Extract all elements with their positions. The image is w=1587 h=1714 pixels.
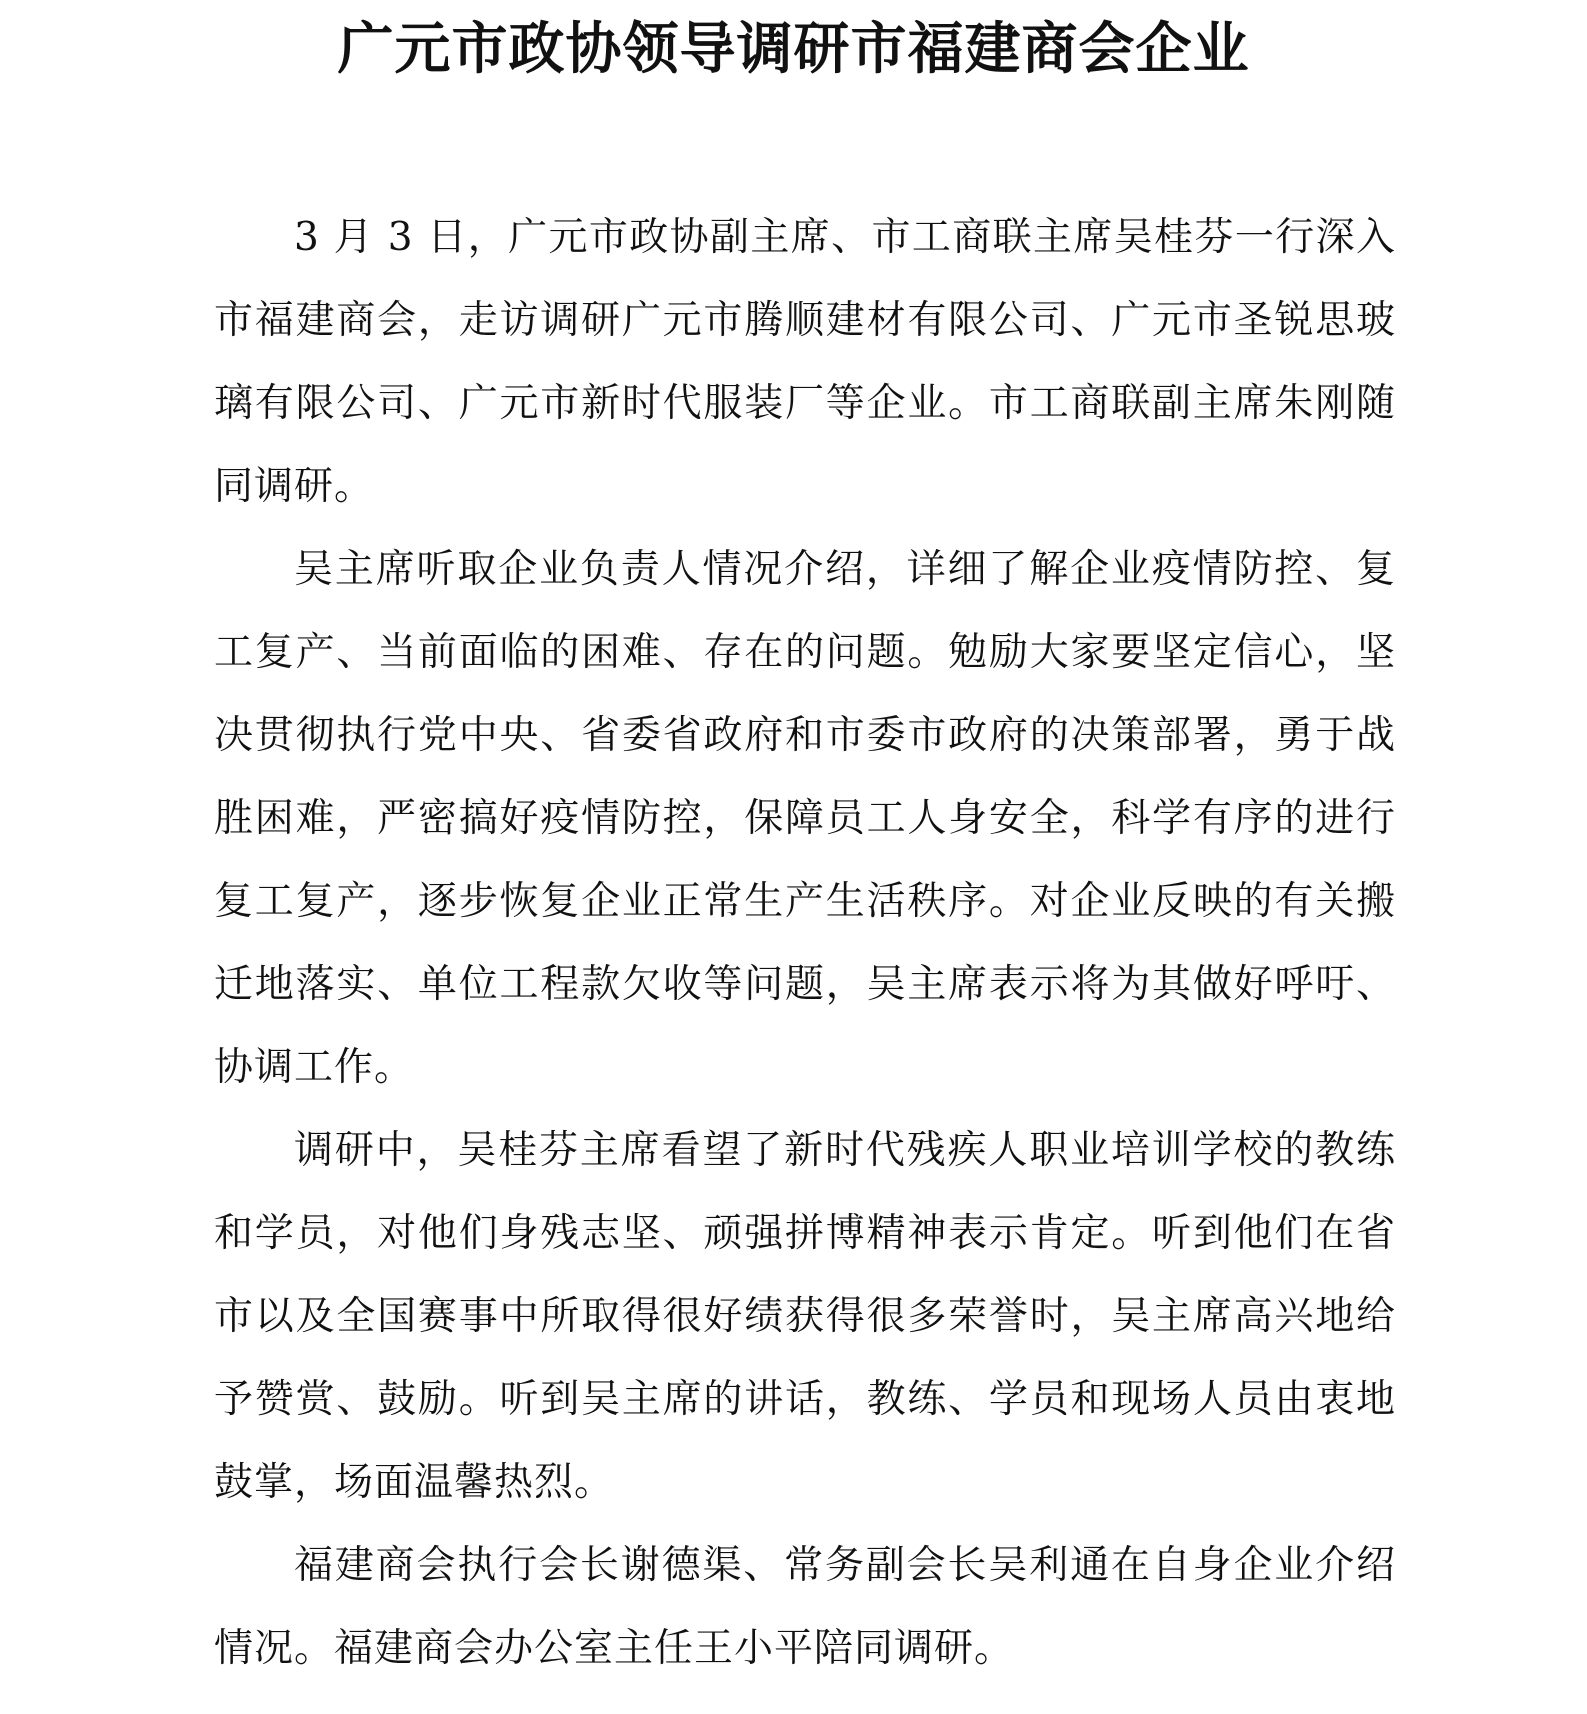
paragraph-1: 3 月 3 日，广元市政协副主席、市工商联主席吴桂芬一行深入市福建商会，走访调研广元市腾顺建材有限公司、广元市圣锐思玻璃有限公司、广元市新时代服装厂等企业。市工商联副主席朱刚随同调研。 (214, 215, 1396, 509)
document-title: 广元市政协领导调研市福建商会企业 (337, 16, 1250, 82)
paragraph-3: 调研中，吴桂芬主席看望了新时代残疾人职业培训学校的教练和学员，对他们身残志坚、顽强拼博精神表示肯定。听到他们在省市以及全国赛事中所取得很好绩获得很多荣誉时，吴主席高兴地给予赞赏、鼓励。听到吴主席的讲话，教练、学员和现场人员由衷地鼓掌，场面温馨热烈。 (214, 1128, 1396, 1505)
paragraph-4: 福建商会执行会长谢德渠、常务副会长吴利通在自身企业介绍情况。福建商会办公室主任王小平陪同调研。 (214, 1543, 1396, 1671)
paragraph-2: 吴主席听取企业负责人情况介绍，详细了解企业疫情防控、复工复产、当前面临的困难、存在的问题。勉励大家要坚定信心，坚决贯彻执行党中央、省委省政府和市委市政府的决策部署，勇于战胜困难，严密搞好疫情防控，保障员工人身安全，科学有序的进行复工复产，逐步恢复企业正常生产生活秩序。对企业反映的有关搬迁地落实、单位工程款欠收等问题，吴主席表示将为其做好呼吁、协调工作。 (214, 547, 1396, 1090)
document-body (214, 196, 1396, 1690)
